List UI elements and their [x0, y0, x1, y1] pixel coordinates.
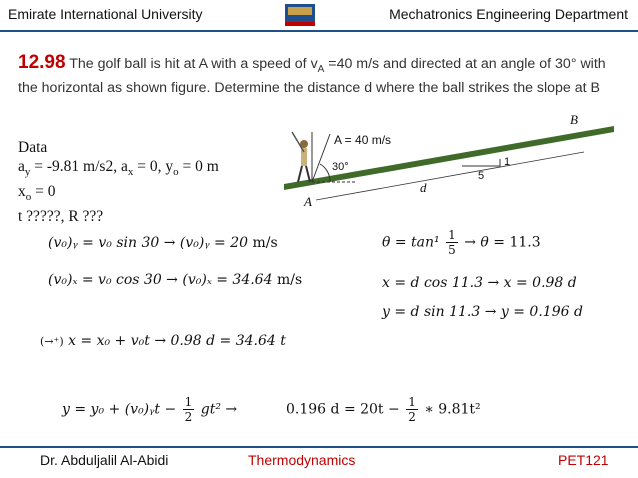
- data-title: Data: [18, 139, 48, 156]
- unit-vx: m/s: [276, 272, 303, 288]
- data-line-1: $a_y = -9.81$ m/s2, $a_x = 0$, $y_o = 0$ m: [18, 158, 219, 179]
- footer-rule: [0, 446, 638, 448]
- slope-run-label: 5: [478, 170, 485, 182]
- slope-rise-label: 1: [504, 156, 511, 168]
- problem-statement: [18, 54, 618, 97]
- angle-label: 30°: [332, 161, 349, 173]
- header-rule: [0, 30, 638, 32]
- problem-text-cont: =40 m/s and directed at an angle of 30° with the horizontal as shown figure. Determine the distance d where the ball strikes the slope at B: [18, 56, 606, 96]
- problem-number: 12.98: [18, 52, 66, 73]
- distance-label: d: [420, 180, 427, 195]
- course-code: PET121: [558, 452, 609, 468]
- theta-value: 11.3: [509, 234, 541, 251]
- equation-y-motion: y = y₀ + (v₀)ᵧt − $\frac{1}{2}$ gt² →: [62, 395, 238, 424]
- unit-vy: m/s: [252, 235, 278, 251]
- direction-sign: (→⁺): [40, 335, 64, 348]
- point-b-label: B: [570, 112, 578, 127]
- problem-text: The golf ball is hit at A with a speed of v: [65, 56, 318, 72]
- problem-figure: [284, 110, 624, 218]
- speed-label: A = 40 m/s: [334, 133, 392, 147]
- half-fraction: $\frac{1}{2}$: [184, 395, 193, 424]
- slide-header: [0, 0, 638, 30]
- author-name: Dr. Abduljalil Al-Abidi: [40, 452, 169, 468]
- golfer-icon: [292, 132, 310, 182]
- equation-y-d: y = d sin 11.3 → y = 0.196 d: [382, 304, 583, 320]
- half-fraction-2: $\frac{1}{2}$: [408, 395, 416, 424]
- university-logo-icon: [283, 2, 317, 28]
- trajectory-line: [312, 134, 330, 182]
- department-name: Mechatronics Engineering Department: [389, 6, 628, 22]
- equation-vy: (v₀)ᵧ = v₀ sin 30 → (v₀)ᵧ = 20 m/s: [48, 235, 278, 251]
- equation-x-d: x = d cos 11.3 → x = 0.98 d: [382, 275, 577, 291]
- equation-x-motion: (→⁺) x = x₀ + v₀t → 0.98 d = 34.64 t: [40, 333, 286, 349]
- slope-triangle: [462, 159, 500, 166]
- point-a-label: A: [304, 194, 312, 209]
- data-line-2: $x_o = 0$: [18, 183, 56, 204]
- theta-fraction: $\frac{1}{5}$: [448, 228, 456, 257]
- equation-y-substituted: 0.196 d = 20t − $\frac{1}{2}$ ∗ 9.81t²: [286, 395, 481, 424]
- problem-subscript: A: [317, 63, 325, 75]
- university-name: Emirate International University: [8, 6, 203, 22]
- equation-vx: (v₀)ₓ = v₀ cos 30 → (v₀)ₓ = 34.64 m/s: [48, 272, 303, 288]
- data-line-3: t ?????, R ???: [18, 208, 104, 226]
- equation-theta: θ = tan¹ $\frac{1}{5}$ → θ = 11.3: [382, 228, 541, 257]
- given-data: [18, 138, 219, 226]
- course-name: Thermodynamics: [248, 452, 356, 468]
